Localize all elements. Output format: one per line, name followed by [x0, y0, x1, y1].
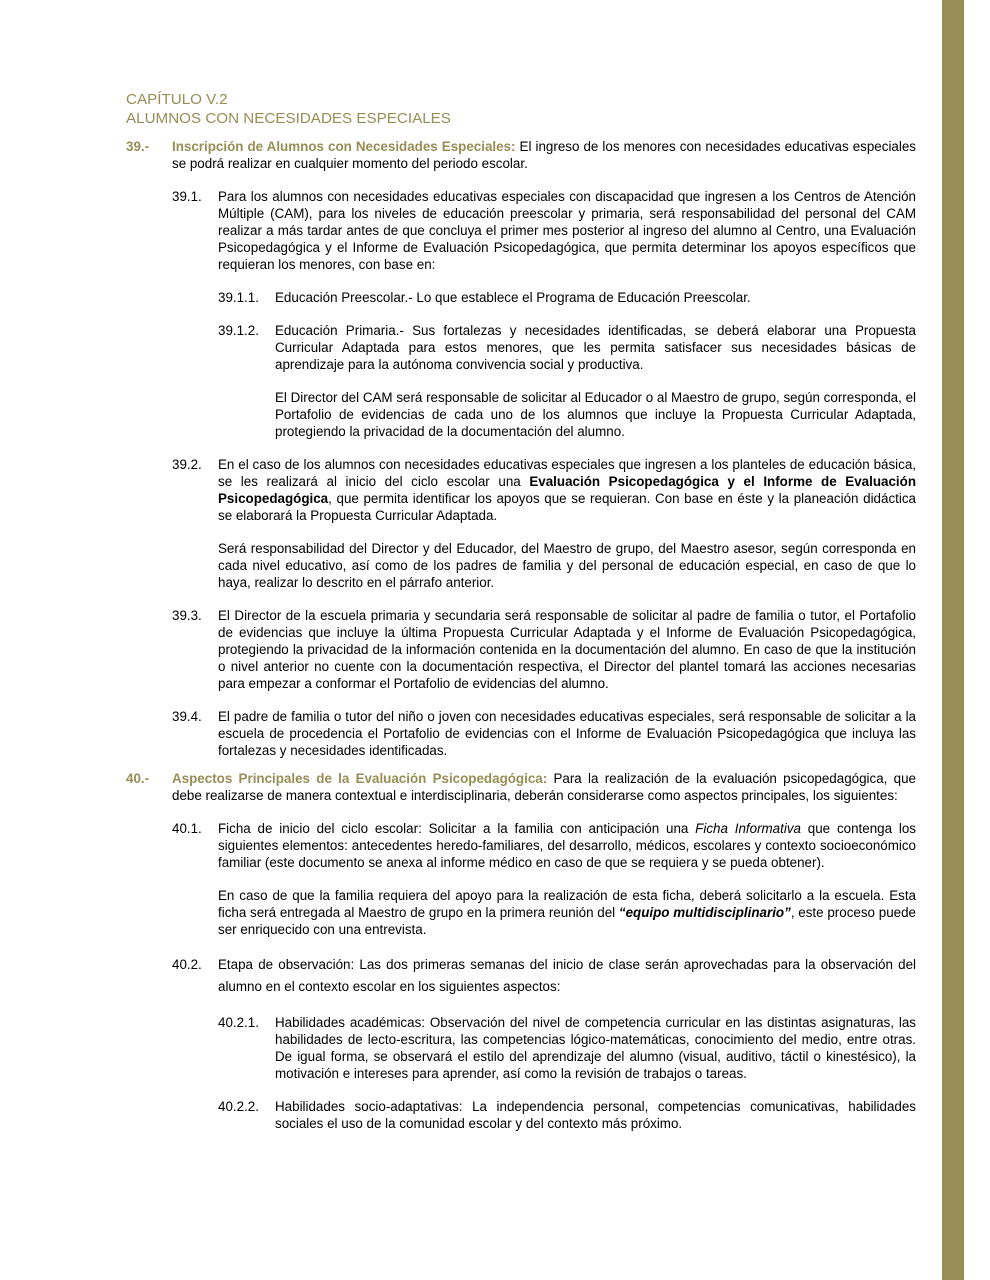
section-text: En el caso de los alumnos con necesidades educativas especiales que ingresen a los planteles de educación básica, se les realizará al inicio del ciclo escolar una	[218, 457, 916, 489]
section-heading: Aspectos Principales de la Evaluación Psicopedagógica:	[172, 771, 548, 786]
section-text: Habilidades socio-adaptativas: La independencia personal, competencias comunicativas, habilidades sociales el uso de la comunidad escolar y del contexto más próximo.	[275, 1099, 916, 1131]
document-page	[126, 90, 916, 1132]
section-number: 39.2.	[172, 457, 202, 472]
section-40-2	[126, 954, 916, 998]
section-heading: Inscripción de Alumnos con Necesidades Especiales:	[172, 139, 516, 154]
chapter-number: CAPÍTULO V.2	[126, 91, 228, 108]
section-39-1-2	[126, 322, 916, 440]
section-number: 40.1.	[172, 821, 202, 836]
section-paragraph: El Director del CAM será responsable de solicitar al Educador o al Maestro de grupo, según corresponda, el Portafolio de evidencias de cada uno de los alumnos que incluye la Propuesta Curricular Adaptada, protegiendo la privacidad de la documentación del alumno.	[275, 390, 916, 439]
section-39-1	[126, 188, 916, 273]
section-text: Para los alumnos con necesidades educativas especiales con discapacidad que ingresen a los Centros de Atención Múltiple (CAM), para los niveles de educación preescolar y primaria, será responsabilidad del personal del CAM realizar a más tardar antes de que concluya el primer mes posterior al ingreso del alumno al Centro, una Evaluación Psicopedagógica y el Informe de Evaluación Psicopedagógica, que permita determinar los apoyos específicos que requieran los menores, con base en:	[218, 189, 916, 272]
italic-text: Ficha Informativa	[695, 821, 801, 836]
section-39-1-1	[126, 289, 916, 306]
section-39-4	[126, 708, 916, 759]
section-text: Etapa de observación: Las dos primeras semanas del inicio de clase serán aprovechadas para la observación del alumno en el contexto escolar en los siguientes aspectos:	[218, 957, 916, 994]
section-number: 39.4.	[172, 709, 202, 724]
section-number: 39.3.	[172, 608, 202, 623]
section-text-cont: que contenga los siguientes elementos: antecedentes heredo-familiares, del desarrollo, médicos, escolares y contexto socioeconómico familiar (este documento se anexa al informe médico en caso de que se requiera y se pueda obtener).	[218, 821, 916, 870]
chapter-heading	[126, 90, 916, 128]
section-number: 40.-	[126, 771, 150, 786]
section-text: El Director de la escuela primaria y secundaria será responsable de solicitar al padre de familia o tutor, el Portafolio de evidencias que incluye la última Propuesta Curricular Adaptada y el Informe de Evaluación Psicopedagógica, protegiendo la privacidad de la información contenida en la documentación del alumno. En caso de que la institución o nivel anterior no cuente con la documentación respectiva, el Director del plantel tomará las acciones necesarias para empezar a conformar el Portafolio de evidencias del alumno.	[218, 608, 916, 691]
section-number: 40.2.1.	[218, 1015, 259, 1030]
section-number: 39.-	[126, 139, 150, 154]
bold-text: Evaluación Psicopedagógica y el Informe de Evaluación Psicopedagógica	[218, 474, 916, 506]
decorative-side-bar	[942, 0, 964, 1280]
section-39-3	[126, 607, 916, 692]
section-paragraph: Será responsabilidad del Director y del Educador, del Maestro de grupo, del Maestro asesor, según corresponda en cada nivel educativo, así como de los padres de familia y del personal de educación especial, en caso de que lo haya, realizar lo descrito en el párrafo anterior.	[218, 541, 916, 590]
section-number: 39.1.2.	[218, 323, 259, 338]
section-text: Educación Primaria.- Sus fortalezas y necesidades identificadas, se deberá elaborar una Propuesta Curricular Adaptada para estos menores, que les permita satisfacer sus necesidades básicas de aprendizaje para la autónoma convivencia social y productiva.	[275, 323, 916, 372]
section-text: El padre de familia o tutor del niño o joven con necesidades educativas especiales, será responsable de solicitar a la escuela de procedencia el Portafolio de evidencias con el Informe de Evaluación Psicopedagógica que incluya las fortalezas y necesidades identificadas.	[218, 709, 916, 758]
paragraph-text-cont: , este proceso puede ser enriquecido con una entrevista.	[218, 905, 916, 937]
section-text: Para la realización de la evaluación psicopedagógica, que debe realizarse de manera contextual e interdisciplinaria, deberán considerarse como aspectos principales, los siguientes:	[172, 771, 916, 803]
section-text: Educación Preescolar.- Lo que establece el Programa de Educación Preescolar.	[275, 290, 751, 305]
section-number: 40.2.2.	[218, 1099, 259, 1114]
section-number: 39.1.	[172, 189, 202, 204]
chapter-title: ALUMNOS CON NECESIDADES ESPECIALES	[126, 110, 451, 127]
section-text: Ficha de inicio del ciclo escolar: Solicitar a la familia con anticipación una	[218, 821, 696, 836]
section-39-2	[126, 456, 916, 591]
section-40-2-2	[126, 1098, 916, 1132]
section-39	[126, 138, 916, 172]
section-40-2-1	[126, 1014, 916, 1082]
bold-italic-text: “equipo multidisciplinario”	[618, 905, 791, 920]
section-text: Habilidades académicas: Observación del nivel de competencia curricular en las distintas asignaturas, las habilidades de lecto-escritura, las competencias lógico-matemáticas, conocimiento del medio, entre otras. De igual forma, se observará el estilo del aprendizaje del alumno (visual, auditivo, táctil o kinestésico), la motivación e intereses para aprender, así como la revisión de trabajos o tareas.	[275, 1015, 916, 1081]
section-40-1	[126, 820, 916, 938]
section-40	[126, 770, 916, 804]
section-text-cont: , que permita identificar los apoyos que se requieran. Con base en éste y la planeación didáctica se elaborará la Propuesta Curricular Adaptada.	[218, 491, 916, 523]
section-text: El ingreso de los menores con necesidades educativas especiales se podrá realizar en cualquier momento del periodo escolar.	[172, 139, 916, 171]
section-number: 39.1.1.	[218, 290, 259, 305]
section-paragraph	[218, 887, 916, 938]
section-number: 40.2.	[172, 957, 202, 972]
paragraph-text: En caso de que la familia requiera del apoyo para la realización de esta ficha, deberá solicitarlo a la escuela. Esta ficha será entregada al Maestro de grupo en la primera reunión del	[218, 888, 916, 920]
